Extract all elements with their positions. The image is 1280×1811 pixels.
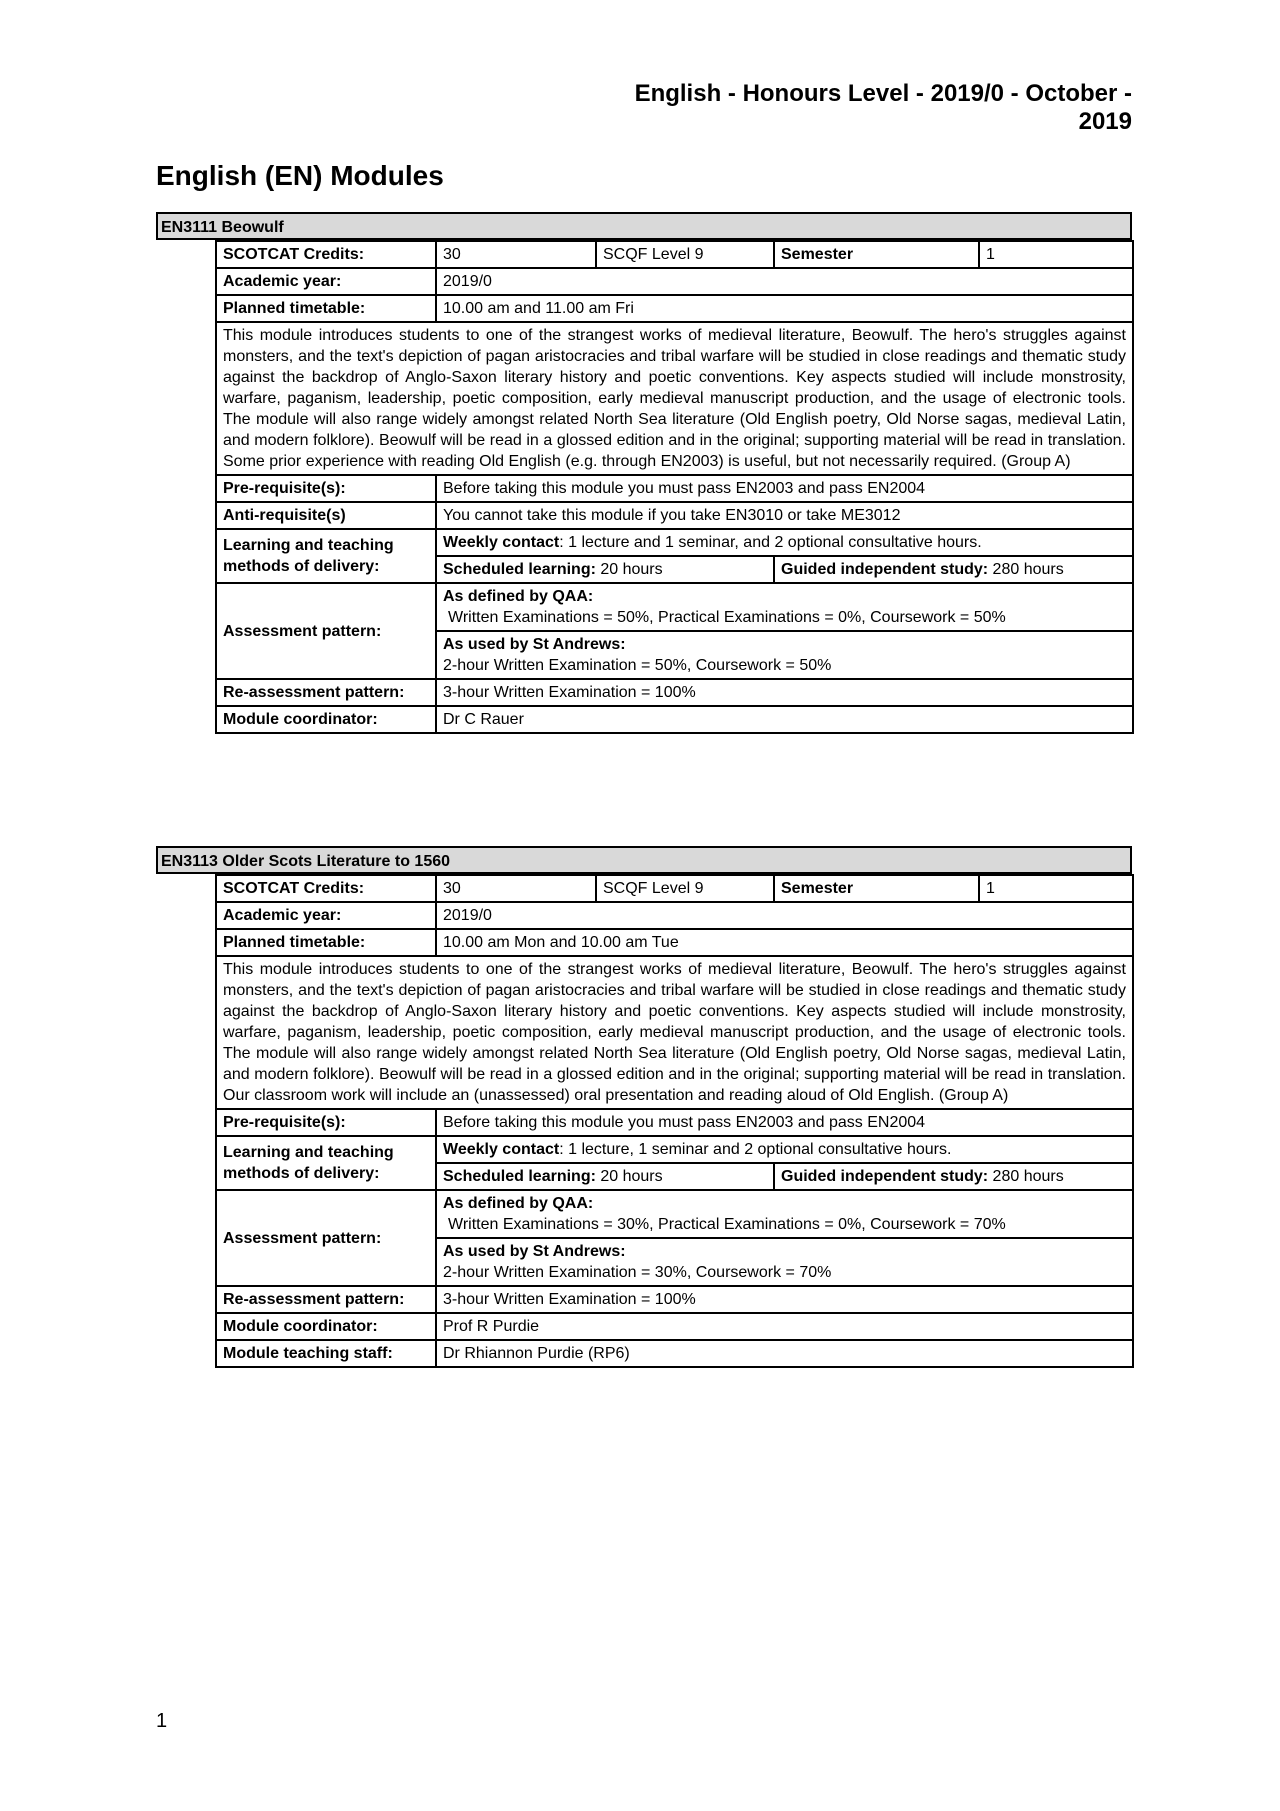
coordinator-row	[216, 706, 1133, 733]
prereq-row	[216, 475, 1133, 502]
prereq-label: Pre-requisite(s):	[216, 1109, 436, 1136]
coordinator-value: Prof R Purdie	[436, 1313, 1133, 1340]
page-number: 1	[156, 1710, 168, 1732]
weekly-contact-label: Weekly contact	[443, 1141, 560, 1158]
timetable-label: Planned timetable:	[216, 929, 436, 956]
module-body	[215, 874, 1132, 1368]
academic-year-label: Academic year:	[216, 268, 436, 295]
scheduled-learning	[436, 556, 774, 583]
qaa-label: As defined by QAA:	[443, 588, 594, 605]
assessment-standrews	[436, 1238, 1133, 1286]
weekly-contact-value: : 1 lecture and 1 seminar, and 2 optional consultative hours.	[559, 534, 982, 551]
scheduled-learning-label: Scheduled learning:	[443, 1168, 596, 1185]
standrews-label: As used by St Andrews:	[443, 636, 626, 653]
module-details-table	[215, 874, 1134, 1368]
assessment-standrews	[436, 631, 1133, 679]
academic-year-label: Academic year:	[216, 902, 436, 929]
assessment-label: Assessment pattern:	[216, 1190, 436, 1286]
module-header: EN3111 Beowulf	[156, 212, 1132, 240]
module-en3111	[156, 212, 1132, 734]
reassess-label: Re-assessment pattern:	[216, 679, 436, 706]
standrews-value: 2-hour Written Examination = 50%, Coursework = 50%	[443, 657, 832, 674]
timetable-label: Planned timetable:	[216, 295, 436, 322]
reassessment-row	[216, 679, 1133, 706]
academic-year-row	[216, 902, 1133, 929]
section-title: English (EN) Modules	[156, 160, 444, 191]
timetable-row	[216, 295, 1133, 322]
assessment-qaa-row	[216, 583, 1133, 631]
learning-label-line-2: methods of delivery:	[223, 558, 380, 575]
credits-row	[216, 875, 1133, 902]
scotcat-value: 30	[436, 241, 596, 268]
learning-label-line-1: Learning and teaching	[223, 1144, 394, 1161]
assessment-label: Assessment pattern:	[216, 583, 436, 679]
guided-study	[774, 1163, 1133, 1190]
weekly-contact-value: : 1 lecture, 1 seminar and 2 optional consultative hours.	[559, 1141, 952, 1158]
teaching-staff-row	[216, 1340, 1133, 1367]
timetable-value: 10.00 am and 11.00 am Fri	[436, 295, 1133, 322]
staff-label: Module teaching staff:	[216, 1340, 436, 1367]
page-header: English - Honours Level - 2019/0 - October - 2019	[634, 80, 1132, 135]
coordinator-value: Dr C Rauer	[436, 706, 1133, 733]
module-en3113	[156, 846, 1132, 1368]
scheduled-learning	[436, 1163, 774, 1190]
timetable-row	[216, 929, 1133, 956]
learning-label-line-2: methods of delivery:	[223, 1165, 380, 1182]
prereq-value: Before taking this module you must pass EN2003 and pass EN2004	[436, 475, 1133, 502]
description-row	[216, 322, 1133, 475]
timetable-value: 10.00 am Mon and 10.00 am Tue	[436, 929, 1133, 956]
antireq-label: Anti-requisite(s)	[216, 502, 436, 529]
guided-study	[774, 556, 1133, 583]
scotcat-label: SCOTCAT Credits:	[216, 875, 436, 902]
reassessment-row	[216, 1286, 1133, 1313]
learning-label-line-1: Learning and teaching	[223, 537, 394, 554]
scotcat-label: SCOTCAT Credits:	[216, 241, 436, 268]
description-row	[216, 956, 1133, 1109]
antireq-value: You cannot take this module if you take EN3010 or take ME3012	[436, 502, 1133, 529]
semester-value: 1	[979, 241, 1133, 268]
prereq-value: Before taking this module you must pass EN2003 and pass EN2004	[436, 1109, 1133, 1136]
scheduled-learning-label: Scheduled learning:	[443, 561, 596, 578]
scqf-level: SCQF Level 9	[596, 875, 774, 902]
standrews-label: As used by St Andrews:	[443, 1243, 626, 1260]
module-header: EN3113 Older Scots Literature to 1560	[156, 846, 1132, 874]
guided-study-label: Guided independent study:	[781, 561, 989, 578]
reassess-value: 3-hour Written Examination = 100%	[436, 1286, 1133, 1313]
assessment-qaa	[436, 583, 1133, 631]
academic-year-row	[216, 268, 1133, 295]
scheduled-learning-value: 20 hours	[595, 1168, 663, 1185]
guided-study-value: 280 hours	[988, 561, 1064, 578]
guided-study-label: Guided independent study:	[781, 1168, 989, 1185]
assessment-qaa	[436, 1190, 1133, 1238]
prereq-label: Pre-requisite(s):	[216, 475, 436, 502]
standrews-value: 2-hour Written Examination = 30%, Coursework = 70%	[443, 1264, 832, 1281]
semester-label: Semester	[774, 241, 979, 268]
coordinator-label: Module coordinator:	[216, 1313, 436, 1340]
learning-row	[216, 1136, 1133, 1163]
module-details-table	[215, 240, 1134, 734]
scotcat-value: 30	[436, 875, 596, 902]
staff-value: Dr Rhiannon Purdie (RP6)	[436, 1340, 1133, 1367]
weekly-contact	[436, 1136, 1133, 1163]
module-body	[215, 240, 1132, 734]
assessment-qaa-row	[216, 1190, 1133, 1238]
learning-label	[216, 529, 436, 583]
module-description: This module introduces students to one of the strangest works of medieval literature, Beowulf. The hero's struggles against monsters, and the text's depiction of pagan aristocracies and tribal warfare will be studied in close readings and thematic study against the backdrop of Anglo-Saxon literary history and poetic conventions. Key aspects studied will include monstrosity, warfare, paganism, leadership, poetic composition, early medieval manuscript production, and the usage of electronic tools. The module will also range widely amongst related North Sea literature (Old English poetry, Old Norse sagas, medieval Latin, and modern folklore). Beowulf will be read in a glossed edition and in the original; supporting material will be read in translation. Some prior experience with reading Old English (e.g. through EN2003) is useful, but not necessarily required. (Group A)	[216, 322, 1133, 475]
reassess-label: Re-assessment pattern:	[216, 1286, 436, 1313]
guided-study-value: 280 hours	[988, 1168, 1064, 1185]
antireq-row	[216, 502, 1133, 529]
weekly-contact-label: Weekly contact	[443, 534, 560, 551]
semester-label: Semester	[774, 875, 979, 902]
coordinator-row	[216, 1313, 1133, 1340]
semester-value: 1	[979, 875, 1133, 902]
learning-label	[216, 1136, 436, 1190]
module-description: This module introduces students to one of the strangest works of medieval literature, Beowulf. The hero's struggles against monsters, and the text's depiction of pagan aristocracies and tribal warfare will be studied in close readings and thematic study against the backdrop of Anglo-Saxon literary history and poetic conventions. Key aspects studied will include monstrosity, warfare, paganism, leadership, poetic composition, early medieval manuscript production, and the usage of electronic tools. The module will also range widely amongst related North Sea literature (Old English poetry, Old Norse sagas, medieval Latin, and modern folklore). Beowulf will be read in a glossed edition and in the original; supporting material will be read in translation. Our classroom work will include an (unassessed) oral presentation and reading aloud of Old English. (Group A)	[216, 956, 1133, 1109]
academic-year-value: 2019/0	[436, 902, 1133, 929]
credits-row	[216, 241, 1133, 268]
qaa-value: Written Examinations = 30%, Practical Examinations = 0%, Coursework = 70%	[448, 1216, 1006, 1233]
scqf-level: SCQF Level 9	[596, 241, 774, 268]
qaa-value: Written Examinations = 50%, Practical Examinations = 0%, Coursework = 50%	[448, 609, 1006, 626]
qaa-label: As defined by QAA:	[443, 1195, 594, 1212]
prereq-row	[216, 1109, 1133, 1136]
academic-year-value: 2019/0	[436, 268, 1133, 295]
learning-row	[216, 529, 1133, 556]
reassess-value: 3-hour Written Examination = 100%	[436, 679, 1133, 706]
coordinator-label: Module coordinator:	[216, 706, 436, 733]
scheduled-learning-value: 20 hours	[595, 561, 663, 578]
weekly-contact	[436, 529, 1133, 556]
